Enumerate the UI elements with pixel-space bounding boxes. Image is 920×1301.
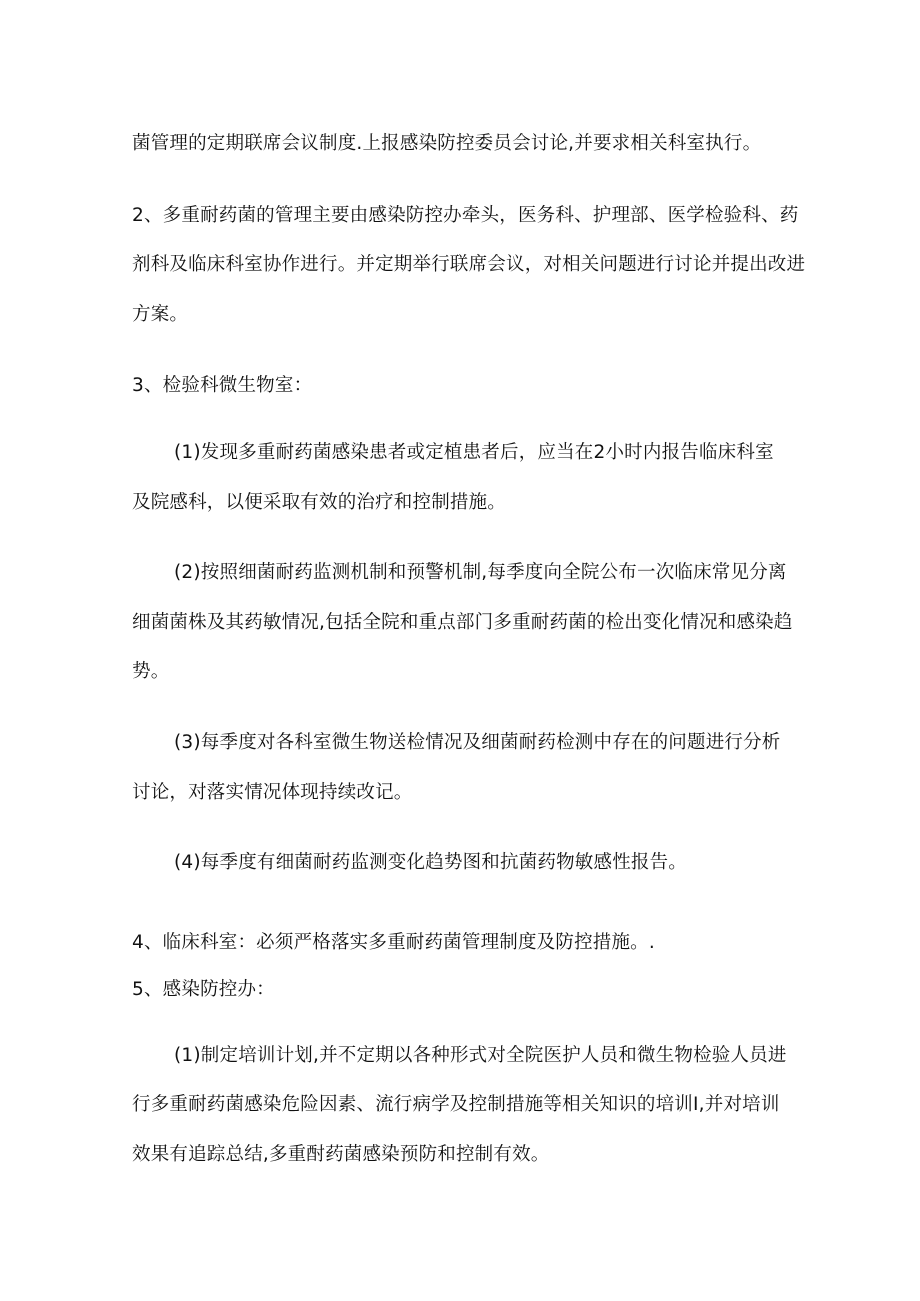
text-line-2: 2、多重耐药菌的管理主要由感染防控办牵头，医务科、护理部、医学检验科、药 (132, 205, 799, 226)
text-line-16: (1)制定培训计划,并不定期以各种形式对全院医护人员和微生物检验人员进 (174, 1045, 787, 1066)
text-line-11: (3)每季度对各科室微生物送检情况及细菌耐药检测中存在的问题进行分析 (174, 732, 781, 753)
text-line-15: 5、感染防控办： (132, 979, 275, 1000)
text-line-1: 菌管理的定期联席会议制度.上报感染防控委员会讨论,并要求相关科室执行。 (132, 133, 762, 154)
text-line-3: 剂科及临床科室协作进行。并定期举行联席会议，对相关问题进行讨论并提出改进 (132, 254, 806, 275)
text-line-13: (4)每季度有细菌耐药监测变化趋势图和抗菌药物敏感性报告。 (174, 852, 688, 873)
text-line-7: 及院感科，以便采取有效的治疗和控制措施。 (132, 492, 507, 513)
text-line-5: 3、检验科微生物室： (132, 375, 313, 396)
text-line-14: 4、临床科室：必须严格落实多重耐药菌管理制度及防控措施。. (132, 932, 655, 953)
text-line-18: 效果有追踪总结,多重酎药菌感染预防和控制有效。 (132, 1144, 550, 1165)
text-line-6: (1)发现多重耐药菌感染患者或定植患者后，应当在2小时内报告临床科室 (174, 442, 774, 463)
text-line-9: 细菌菌株及其药敏情况,包括全院和重点部门多重耐药菌的检出变化情况和感染趋 (132, 612, 793, 633)
text-line-12: 讨论，对落实情况体现持续改记。 (132, 782, 413, 803)
text-line-10: 势。 (132, 661, 170, 682)
text-line-8: (2)按照细菌耐药监测机制和预警机制,每季度向全院公布一次临床常见分离 (174, 562, 787, 583)
text-line-17: 行多重耐药菌感染危险因素、流行病学及控制措施等相关知识的培训Ⅰ,并对培训 (132, 1094, 780, 1115)
text-line-4: 方案。 (132, 304, 189, 325)
